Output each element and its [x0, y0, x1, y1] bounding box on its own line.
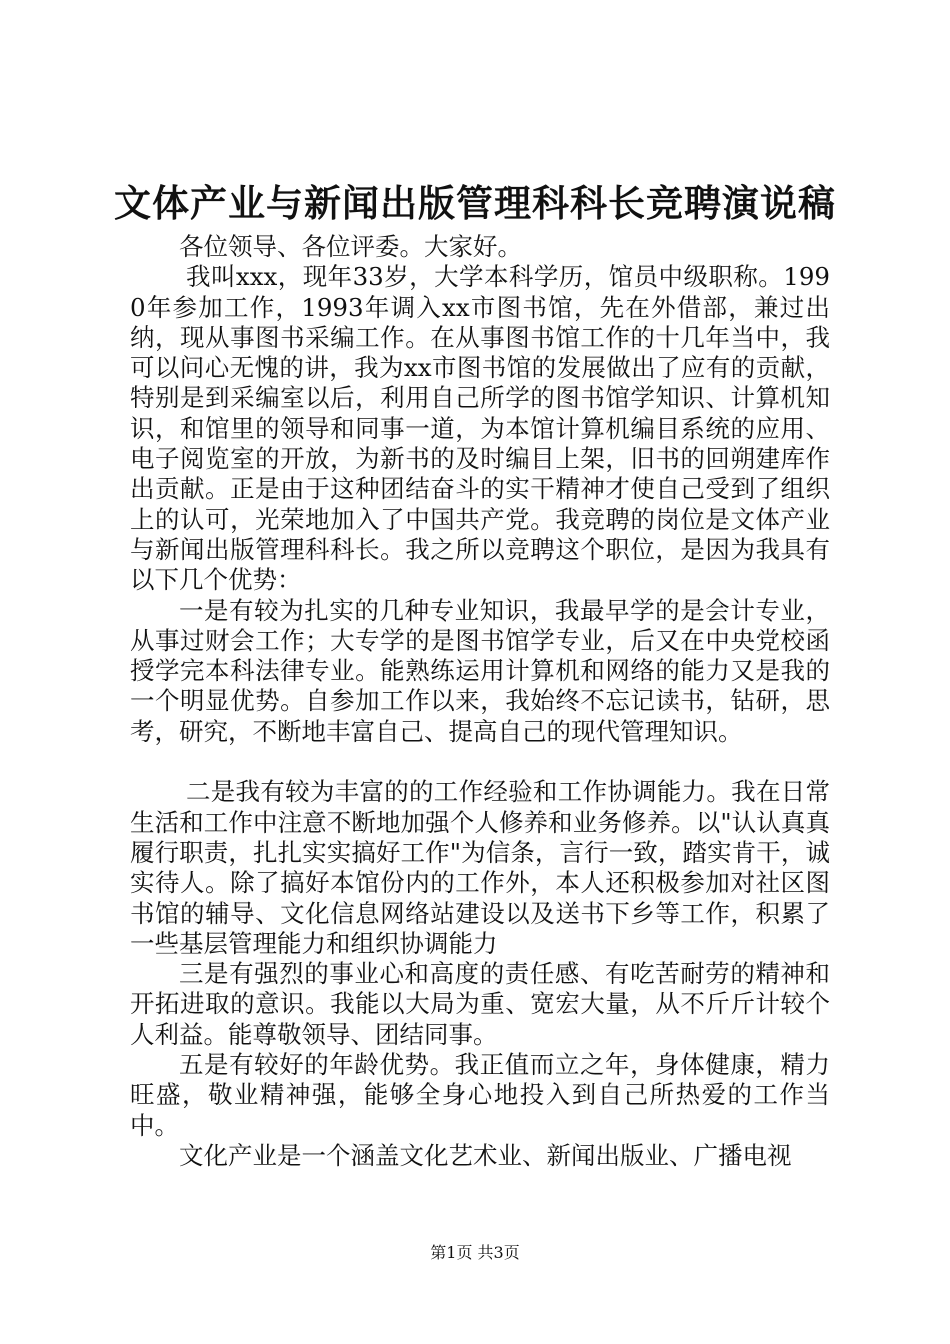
paragraph-introduction: 我叫xxx，现年33岁，大学本科学历，馆员中级职称。1990年参加工作，1993年调入xx市图书馆，先在外借部，兼过出纳，现从事图书采编工作。在从事图书馆工作的十几年当中，我可以问心无愧的讲，我为xx市图书馆的发展做出了应有的贡献，特别是到采编室以后，利用自己所学的图书馆学知识、计算机知识，和馆里的领导和同事一道，为本馆计算机编目系统的应用、电子阅览室的开放，为新书的及时编目上架，旧书的回朔建库作出贡献。正是由于这种团结奋斗的实干精神才使自己受到了组织上的认可，光荣地加入了中国共产党。我竞聘的岗位是文体产业与新闻出版管理科科长。我之所以竞聘这个职位，是因为我具有以下几个优势：: [130, 262, 830, 595]
paragraph-spacer: [130, 747, 830, 777]
paragraph-advantage-one: 一是有较为扎实的几种专业知识，我最早学的是会计专业，从事过财会工作；大专学的是图书馆学专业，后又在中央党校函授学完本科法律专业。能熟练运用计算机和网络的能力又是我的一个明显优势。自参加工作以来，我始终不忘记读书，钻研，思考，研究，不断地丰富自己、提高自己的现代管理知识。: [130, 595, 830, 746]
document-body: [130, 232, 830, 1171]
document-title: 文体产业与新闻出版管理科科长竞聘演说稿: [114, 181, 836, 225]
paragraph-advantage-two: 二是我有较为丰富的的工作经验和工作协调能力。我在日常生活和工作中注意不断地加强个人修养和业务修养。以"认认真真履行职责，扎扎实实搞好工作"为信条，言行一致，踏实肯干，诚实待人。除了搞好本馆份内的工作外，本人还积极参加对社区图书馆的辅导、文化信息网络站建设以及送书下乡等工作，积累了一些基层管理能力和组织协调能力: [130, 777, 830, 958]
paragraph-cultural-industry: 文化产业是一个涵盖文化艺术业、新闻出版业、广播电视: [179, 1140, 792, 1170]
paragraph-greeting: 各位领导、各位评委。大家好。: [179, 232, 522, 261]
page-footer: 第1页 共3页: [430, 1243, 520, 1262]
paragraph-advantage-five: 五是有较好的年龄优势。我正值而立之年，身体健康，精力旺盛，敬业精神强，能够全身心地投入到自己所热爱的工作当中。: [130, 1050, 830, 1140]
paragraph-advantage-three: 三是有强烈的事业心和高度的责任感、有吃苦耐劳的精神和开拓进取的意识。我能以大局为重、宽宏大量，从不斤斤计较个人利益。能尊敬领导、团结同事。: [130, 959, 830, 1049]
